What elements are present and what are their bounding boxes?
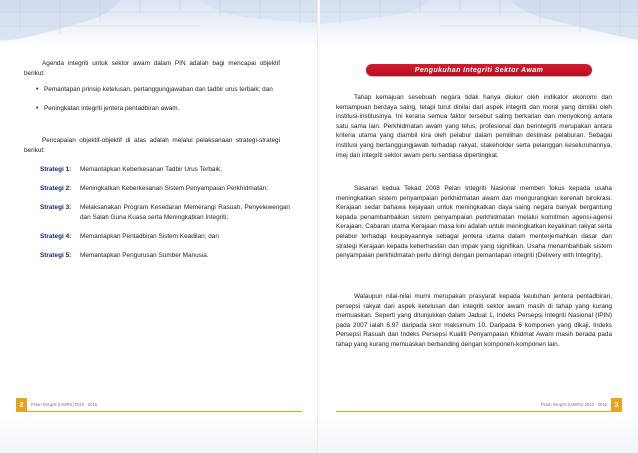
page-number: 3: [611, 398, 622, 412]
strategy-text: Memantapkan Keberkesanan Tadbir Urus Terbaik;: [80, 166, 222, 173]
footer-text: Pelan Integriti (IAMPS) 2010 - 2015: [31, 402, 98, 407]
strategy-label: Strategi 1:: [40, 166, 72, 173]
bottom-gradient-decoration: [0, 413, 318, 453]
list-item: • Pemantapan prinsip ketelusan, pertanggungjawaban dan tadbir urus terbaik; dan: [36, 85, 280, 95]
body-paragraph: Walaupun nilai-nilai murni merupakan prasyarat kepada keutuhan jentera pentadbiran, persepsi rakyat dari aspek ketelusan dan integriti sektor awam masih di tahap yang kurang memuaskan. Seperti yang ditunjukkan dalam Jadual 1, Indeks Persepsi Integriti Nasional (IPIN) pada 2007 ialah 6.97 daripada skor maksimum 10. Daripada 6 komponen yang dikaji, Indeks Persepsi Rasuah dan Indeks Persepsi Kualiti Penyampaian Khidmat Awam masih berada pada tahap yang kurang memuaskan berbanding dengan komponen-komponen lain.: [336, 293, 612, 348]
strategy-item: [40, 251, 290, 261]
section-title-banner: [366, 64, 592, 76]
strategy-text: Memantapkan Pengurusan Sumber Manusia.: [80, 251, 209, 259]
body-paragraph: Sasaran kedua Tekad 2008 Pelan Integriti Nasional memberi fokus kepada usaha meningkatkan sistem penyampaian perkhidmatan awam dan mengurangkan kerenah birokrasi. Kerajaan sedar bahawa kejayaan untuk meningkatkan daya saing negara banyak bergantung kepada penambahbaikan sistem penyampaian perkhidmatan melalui komitmen agensi-agensi Kerajaan. Cabaran utama Kerajaan masa kini adalah untuk meningkatkan keyakinan rakyat serta pelabur terhadap keupayaannya sebagai jentera utama dalam menterjemahkan dasar dan strategi Kerajaan kepada keberhasilan dan impak yang signifikan. Usaha menambahbaik sistem penyampaian perkhidmatan perlu diiringi dengan pemantapan integriti (Delivery with Integrity).: [336, 185, 612, 260]
strategy-label: Strategi 4:: [40, 232, 72, 240]
section-title: Pengukuhan Integriti Sektor Awam: [414, 66, 544, 74]
page-footer: [16, 398, 136, 412]
puzzle-header-decoration: [320, 0, 638, 48]
strategy-text: Meningkatkan Keberkesanan Sistem Penyampaian Perkhidmatan;: [80, 184, 268, 192]
strategy-label: Strategi 5:: [40, 251, 72, 259]
strategy-text: Memantapkan Pentadbiran Sistem Keadilan; dan: [80, 232, 219, 240]
puzzle-header-decoration: [0, 0, 318, 48]
strategy-intro-paragraph: Pencapaian objektif-objektif di atas adalah melalui pelaksanaan strategi-strategi berikut:: [24, 137, 280, 154]
strategy-item: [40, 203, 290, 222]
body-paragraph: Tahap kemajuan sesebuah negara tidak hanya diukur oleh indikator ekonomi dan kemampuan berdaya saing, tetapi turut dinilai dari aspek integriti dan moral yang dimiliki oleh institusi-institusinya. Ini kerana semua faktor tersebut saling berkaitan dan menyokong antara satu sama lain. Perkhidmatan awam yang telus, profesional dan berintegriti merupakan antara kriteria utama yang diambil kira oleh pelabur dalam pemilihan destinasi pelaburan. Sebagai institusi yang bertanggungjawab terhadap rakyat, stakeholder serta pelanggan keseluruhannya, imej dan integriti sektor awam perlu sentiasa dipertingkat.: [336, 94, 612, 159]
left-page: [0, 0, 318, 453]
strategy-label: Strategi 3:: [40, 203, 72, 211]
strategy-list: [40, 165, 290, 270]
footer-text: Pelan Integriti (IAMPS) 2010 - 2015: [540, 402, 607, 407]
strategy-label: Strategi 2:: [40, 184, 72, 192]
intro-paragraph: Agenda integriti untuk sektor awam dalam PIN adalah bagi mencapai objektif berikut:: [24, 60, 280, 77]
strategy-item: [40, 165, 290, 175]
strategy-item: [40, 232, 290, 242]
right-page: [320, 0, 638, 453]
objective-list: [36, 85, 280, 122]
strategy-item: [40, 184, 290, 194]
bottom-gradient-decoration: [320, 413, 638, 453]
strategy-text: Melaksanakan Program Kesedaran Memerangi Rasuah, Penyelewengan dan Salah Guna Kuasa serta Meningkatkan Integriti;: [80, 203, 290, 221]
page-number: 2: [16, 398, 27, 412]
list-item: • Peningkatan integriti jentera pentadbiran awam.: [36, 104, 280, 114]
page-footer: [502, 398, 622, 412]
